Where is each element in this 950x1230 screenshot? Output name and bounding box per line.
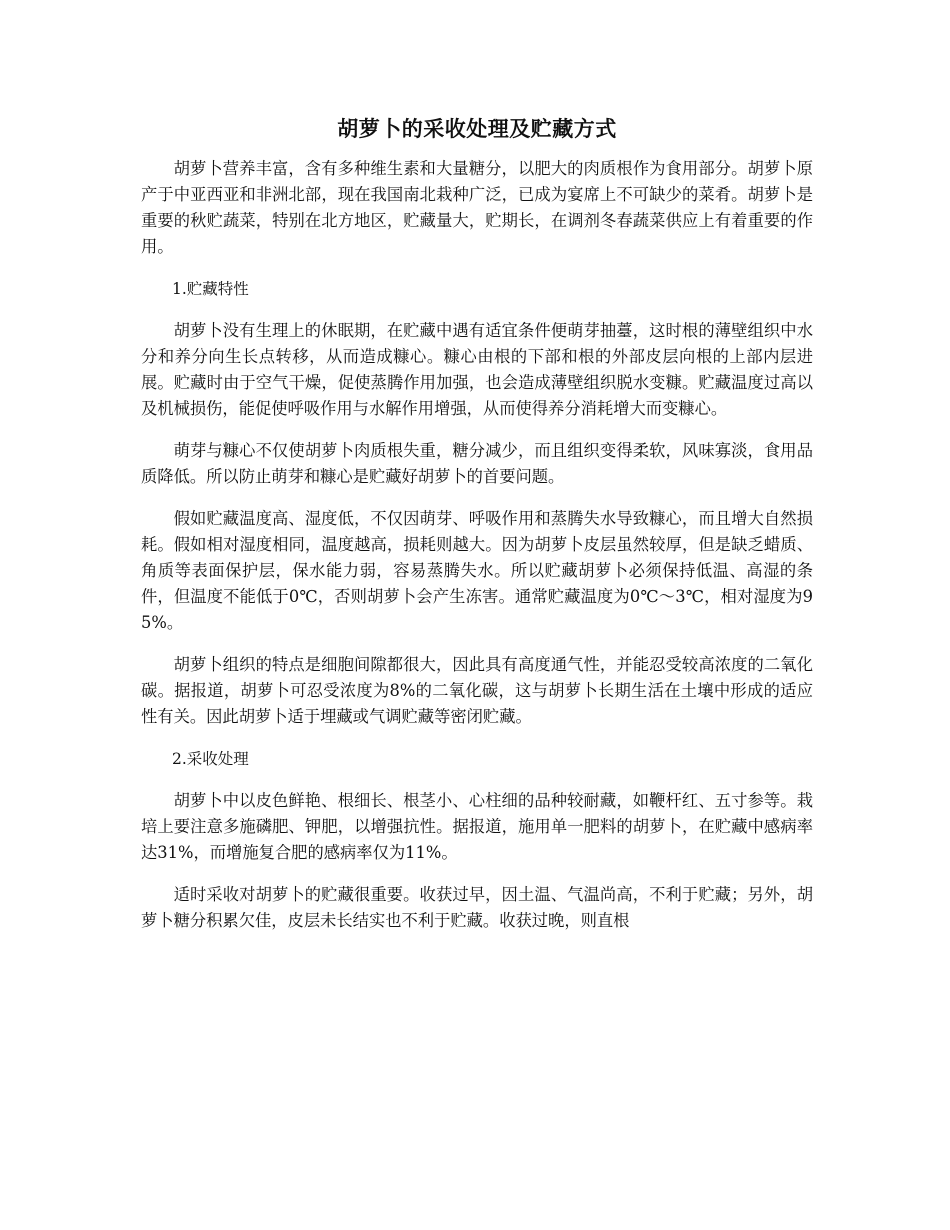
body-paragraph: 假如贮藏温度高、湿度低，不仅因萌芽、呼吸作用和蒸腾失水导致糠心，而且增大自然损耗。假如相对湿度相同，温度越高，损耗则越大。因为胡萝卜皮层虽然较厚，但是缺乏蜡质、角质等表面保护层，保水能力弱，容易蒸腾失水。所以贮藏胡萝卜必须保持低温、高湿的条件，但温度不能低于0℃，否则胡萝卜会产生冻害。通常贮藏温度为0℃～3℃，相对湿度为95%。 <box>141 509 813 632</box>
body-paragraph: 适时采收对胡萝卜的贮藏很重要。收获过早，因土温、气温尚高，不利于贮藏；另外，胡萝卜糖分积累欠佳，皮层未长结实也不利于贮藏。收获过晚，则直根 <box>141 885 813 930</box>
section-heading: 1.贮藏特性 <box>172 280 249 298</box>
body-paragraph: 萌芽与糠心不仅使胡萝卜肉质根失重，糖分减少，而且组织变得柔软，风味寡淡，食用品质降低。所以防止萌芽和糠心是贮藏好胡萝卜的首要问题。 <box>141 441 813 486</box>
body-paragraph: 胡萝卜没有生理上的休眠期，在贮藏中遇有适宜条件便萌芽抽薹，这时根的薄壁组织中水分和养分向生长点转移，从而造成糠心。糠心由根的下部和根的外部皮层向根的上部内层进展。贮藏时由于空气干燥，促使蒸腾作用加强，也会造成薄壁组织脱水变糠。贮藏温度过高以及机械损伤，能促使呼吸作用与水解作用增强，从而使得养分消耗增大而变糠心。 <box>141 321 813 418</box>
section-storage-characteristics <box>141 276 813 730</box>
intro-paragraph: 胡萝卜营养丰富，含有多种维生素和大量糖分，以肥大的肉质根作为食用部分。胡萝卜原产于中亚西亚和非洲北部，现在我国南北栽种广泛，已成为宴席上不可缺少的菜肴。胡萝卜是重要的秋贮蔬菜，特别在北方地区，贮藏量大，贮期长，在调剂冬春蔬菜供应上有着重要的作用。 <box>141 159 813 256</box>
document-page <box>141 113 813 950</box>
section-harvest-handling <box>141 746 813 934</box>
body-paragraph: 胡萝卜组织的特点是细胞间隙都很大，因此具有高度通气性，并能忍受较高浓度的二氧化碳。据报道，胡萝卜可忍受浓度为8%的二氧化碳，这与胡萝卜长期生活在土壤中形成的适应性有关。因此胡萝卜适于埋藏或气调贮藏等密闭贮藏。 <box>141 655 813 726</box>
section-heading: 2.采收处理 <box>172 750 249 768</box>
body-paragraph: 胡萝卜中以皮色鲜艳、根细长、根茎小、心柱细的品种较耐藏，如鞭杆红、五寸参等。栽培上要注意多施磷肥、钾肥，以增强抗性。据报道，施用单一肥料的胡萝卜，在贮藏中感病率达31%，而增施复合肥的感病率仅为11%。 <box>141 791 813 862</box>
document-title: 胡萝卜的采收处理及贮藏方式 <box>337 116 617 141</box>
